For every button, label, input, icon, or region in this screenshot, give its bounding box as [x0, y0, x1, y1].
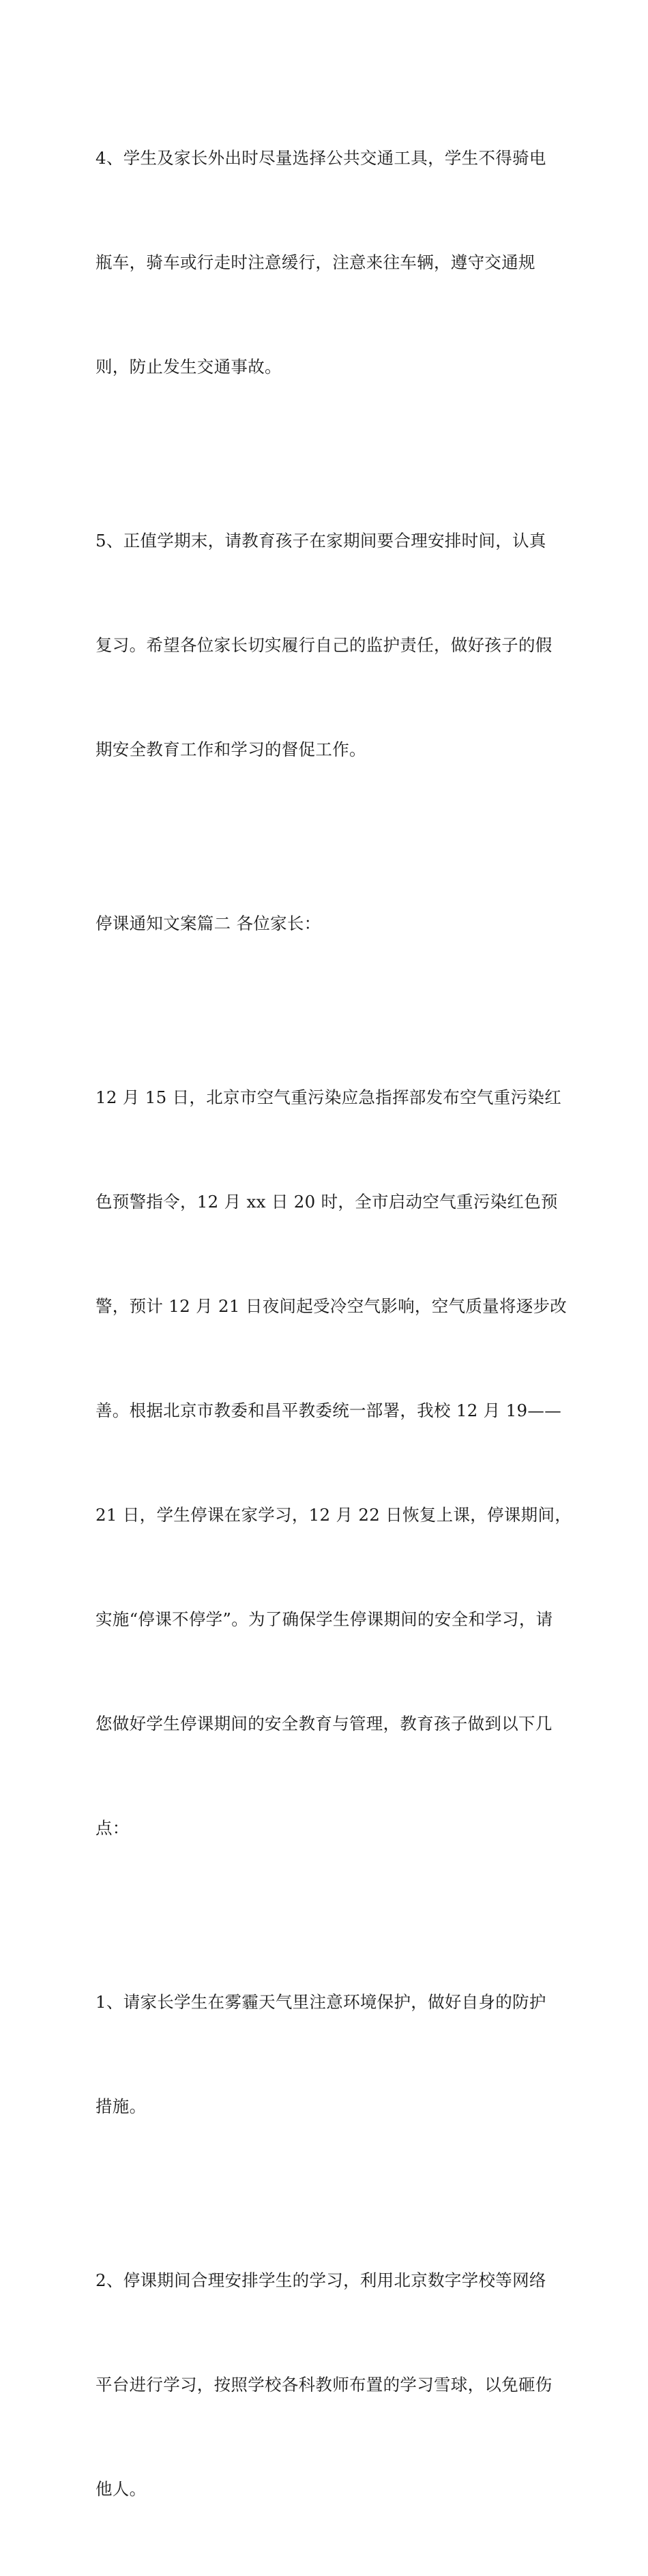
heading-line: 停课通知文案篇二 各位家长：	[95, 913, 321, 933]
text-line: 点：	[95, 1818, 130, 1838]
paragraph-point-2	[95, 2193, 559, 2576]
paragraph-notice-body	[95, 1010, 572, 1915]
text-line: 善。根据北京市教委和昌平教委统一部署，我校 12 月 19——	[95, 1401, 562, 1420]
paragraph-point-1	[95, 1915, 559, 2193]
text-line: 色预警指令，12 月 xx 日 20 时，全市启动空气重污染红色预	[95, 1192, 558, 1212]
text-line: 措施。	[95, 2096, 147, 2116]
text-line: 警，预计 12 月 21 日夜间起受冷空气影响，空气质量将逐步改	[95, 1296, 568, 1316]
text-line: 4、学生及家长外出时尽量选择公共交通工具，学生不得骑电	[95, 148, 546, 168]
text-line: 他人。	[95, 2479, 147, 2499]
section-heading	[95, 836, 559, 1010]
text-line: 21 日，学生停课在家学习，12 月 22 日恢复上课，停课期间，	[95, 1505, 572, 1525]
text-line: 则，防止发生交通事故。	[95, 357, 282, 377]
text-line: 复习。希望各位家长切实履行自己的监护责任，做好孩子的假	[95, 635, 553, 655]
text-line: 12 月 15 日，北京市空气重污染应急指挥部发布空气重污染红	[95, 1087, 562, 1107]
text-line: 您做好学生停课期间的安全教育与管理，教育孩子做到以下几	[95, 1714, 553, 1733]
text-line: 平台进行学习，按照学校各科教师布置的学习雪球，以免砸伤	[95, 2375, 553, 2395]
text-line: 瓶车，骑车或行走时注意缓行，注意来往车辆，遵守交通规	[95, 252, 535, 272]
text-line: 实施“停课不停学”。为了确保学生停课期间的安全和学习，请	[95, 1609, 553, 1629]
paragraph-item-5	[95, 454, 559, 836]
text-line: 2、停课期间合理安排学生的学习，利用北京数字学校等网络	[95, 2270, 546, 2290]
text-line: 1、请家长学生在雾霾天气里注意环境保护，做好自身的防护	[95, 1992, 546, 2012]
text-line: 期安全教育工作和学习的督促工作。	[95, 740, 366, 759]
text-line: 5、正值学期末，请教育孩子在家期间要合理安排时间，认真	[95, 531, 546, 551]
document-body	[95, 71, 572, 2576]
paragraph-item-4	[95, 71, 559, 454]
